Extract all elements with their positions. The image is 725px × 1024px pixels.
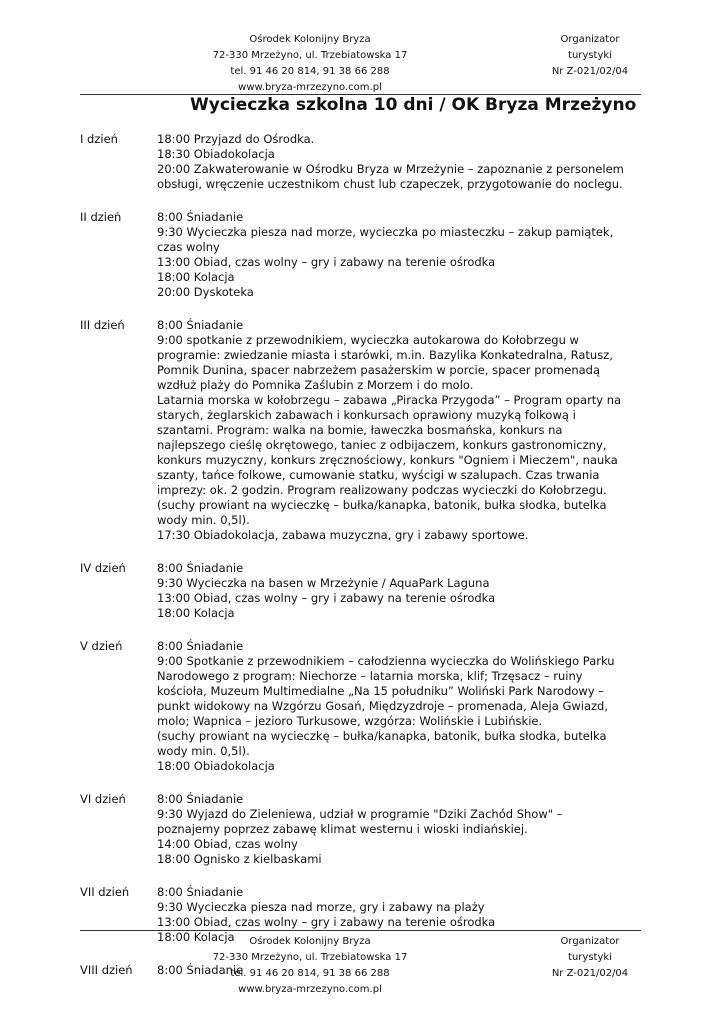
schedule-line: czas wolny: [157, 240, 220, 254]
schedule-line: 8:00 Śniadanie: [157, 792, 244, 806]
page-header: [0, 32, 725, 94]
organizer-line: Organizator: [560, 936, 620, 947]
schedule-line: imprezy: ok. 2 godzin. Program realizowany podczas wycieczki do Kołobrzegu.: [157, 483, 607, 497]
schedule-line: 13:00 Obiad, czas wolny – gry i zabawy na terenie ośrodka: [157, 255, 496, 269]
schedule-line: (suchy prowiant na wycieczkę – bułka/kanapka, batonik, bułka słodka, butelka: [157, 729, 607, 743]
schedule-line: punkt widokowy na Wzgórzu Gosań, Międzyzdroje – promenada, Aleja Gwiazd,: [157, 699, 608, 713]
day-label: IV dzień: [80, 561, 126, 575]
schedule-line: szantami. Program: walka na bomie, ławeczka bosmańska, konkurs na: [157, 423, 563, 437]
footer-divider: [80, 930, 641, 931]
schedule-line: 18:30 Obiadokolacja: [157, 147, 275, 161]
day-block: [80, 792, 650, 867]
schedule-line: starych, żeglarskich zabawach i konkursach oprawiony muzyką folkową i: [157, 408, 576, 422]
day-block: [80, 210, 650, 300]
schedule-line: 20:00 Zakwaterowanie w Ośrodku Bryza w Mrzeżynie – zapoznanie z personelem: [157, 162, 624, 176]
schedule-line: molo; Wapnica – jezioro Turkusowe, wzgórza: Wolińskie i Lubińskie.: [157, 714, 543, 728]
day-schedule: [157, 132, 650, 192]
schedule-line: 18:00 Kolacja: [157, 606, 235, 620]
organizer-info: [530, 32, 650, 80]
organizer-info: [530, 934, 650, 982]
organization-street: 72-330 Mrzeżyno, ul. Trzebiatowska 17: [212, 952, 408, 963]
schedule-line: 8:00 Śniadanie: [157, 318, 244, 332]
day-label: VI dzień: [80, 792, 126, 806]
day-label: V dzień: [80, 639, 123, 653]
schedule-line: Latarnia morska w kołobrzegu – zabawa „Piracka Przygoda” – Program oparty na: [157, 393, 622, 407]
schedule-line: wzdłuż plaży do Pomnika Zaślubin z Morzem i do molo.: [157, 378, 474, 392]
schedule-line: 18:00 Przyjazd do Ośrodka.: [157, 132, 315, 146]
day-schedule: [157, 210, 650, 300]
schedule-line: 9:00 Spotkanie z przewodnikiem – całodzienna wycieczka do Wolińskiego Parku: [157, 654, 615, 668]
itinerary: [80, 132, 650, 978]
schedule-line: obsługi, wręczenie uczestnikom chust lub czapeczek, przygotowanie do noclegu.: [157, 177, 623, 191]
schedule-line: 18:00 Ognisko z kielbaskami: [157, 852, 322, 866]
schedule-line: konkurs muzyczny, konkurs zręcznościowy, konkurs "Ogniem i Mieczem", nauka: [157, 453, 618, 467]
organization-address: [160, 934, 460, 998]
organization-phone: tel. 91 46 20 814, 91 38 66 288: [230, 968, 390, 979]
day-label: II dzień: [80, 210, 122, 224]
schedule-line: 9:30 Wycieczka na basen w Mrzeżynie / AquaPark Laguna: [157, 576, 490, 590]
schedule-line: 9:30 Wyjazd do Zieleniewa, udział w programie "Dziki Zachód Show" –: [157, 807, 563, 821]
schedule-line: programie: zwiedzanie miasta i starówki, m.in. Bazylika Konkatedralna, Ratusz,: [157, 348, 613, 362]
day-schedule: [157, 561, 650, 621]
schedule-line: Pomnik Dunina, spacer nabrzeżem pasażerskim w porcie, spacer promenadą: [157, 363, 600, 377]
day-schedule: [157, 639, 650, 774]
schedule-line: wody min. 0,5l).: [157, 744, 250, 758]
schedule-line: 8:00 Śniadanie: [157, 561, 244, 575]
organization-name: Ośrodek Kolonijny Bryza: [249, 936, 371, 947]
organization-street: 72-330 Mrzeżyno, ul. Trzebiatowska 17: [212, 50, 408, 61]
day-label: III dzień: [80, 318, 125, 332]
organization-website: www.bryza-mrzezyno.com.pl: [238, 984, 382, 995]
schedule-line: 18:00 Obiadokolacja: [157, 759, 275, 773]
day-block: [80, 132, 650, 192]
day-label: VIII dzień: [80, 963, 133, 977]
schedule-line: 8:00 Śniadanie: [157, 885, 244, 899]
page-footer: [0, 934, 725, 996]
day-label: VII dzień: [80, 885, 130, 899]
schedule-line: 9:30 Wycieczka piesza nad morze, wycieczka po miasteczku – zakup pamiątek,: [157, 225, 614, 239]
organizer-number: Nr Z-021/02/04: [551, 66, 629, 77]
day-block: [80, 318, 650, 543]
day-label: I dzień: [80, 132, 118, 146]
schedule-line: 13:00 Obiad, czas wolny – gry i zabawy na terenie ośrodka: [157, 591, 496, 605]
schedule-line: Narodowego z program: Niechorze – latarnia morska, klif; Trzęsacz – ruiny: [157, 669, 583, 683]
organizer-line: turystyki: [568, 50, 612, 61]
schedule-line: 17:30 Obiadokolacja, zabawa muzyczna, gry i zabawy sportowe.: [157, 528, 529, 542]
schedule-line: 8:00 Śniadanie: [157, 963, 244, 977]
day-schedule: [157, 792, 650, 867]
schedule-line: poznajemy poprzez zabawę klimat westernu i wioski indiańskiej.: [157, 822, 528, 836]
schedule-line: wody min. 0,5l).: [157, 513, 250, 527]
schedule-line: szanty, tańce folkowe, cumowanie statku, wyścigi w szalupach. Czas trwania: [157, 468, 600, 482]
organization-phone: tel. 91 46 20 814, 91 38 66 288: [230, 66, 390, 77]
organizer-number: Nr Z-021/02/04: [551, 968, 629, 979]
schedule-line: 9:30 Wycieczka piesza nad morze, gry i zabawy na plaży: [157, 900, 485, 914]
schedule-line: 14:00 Obiad, czas wolny: [157, 837, 298, 851]
document-title: Wycieczka szkolna 10 dni / OK Bryza Mrzeżyno: [190, 95, 637, 115]
schedule-line: (suchy prowiant na wycieczkę – bułka/kanapka, batonik, bułka słodka, butelka: [157, 498, 607, 512]
schedule-line: 20:00 Dyskoteka: [157, 285, 254, 299]
schedule-line: 8:00 Śniadanie: [157, 210, 244, 224]
organization-address: [160, 32, 460, 96]
organizer-line: turystyki: [568, 952, 612, 963]
schedule-line: kościoła, Muzeum Multimedialne „Na 15 południku” Woliński Park Narodowy –: [157, 684, 605, 698]
schedule-line: 8:00 Śniadanie: [157, 639, 244, 653]
organization-website: www.bryza-mrzezyno.com.pl: [238, 82, 382, 93]
organizer-line: Organizator: [560, 34, 620, 45]
schedule-line: 18:00 Kolacja: [157, 930, 235, 944]
day-block: [80, 639, 650, 774]
day-block: [80, 561, 650, 621]
schedule-line: 13:00 Obiad, czas wolny – gry i zabawy na terenie ośrodka: [157, 915, 496, 929]
schedule-line: najlepszego cieślę okrętowego, taniec z odbijaczem, konkurs gastronomiczny,: [157, 438, 607, 452]
day-schedule: [157, 318, 650, 543]
organization-name: Ośrodek Kolonijny Bryza: [249, 34, 371, 45]
schedule-line: 9:00 spotkanie z przewodnikiem, wycieczka autokarowa do Kołobrzegu w: [157, 333, 579, 347]
schedule-line: 18:00 Kolacja: [157, 270, 235, 284]
